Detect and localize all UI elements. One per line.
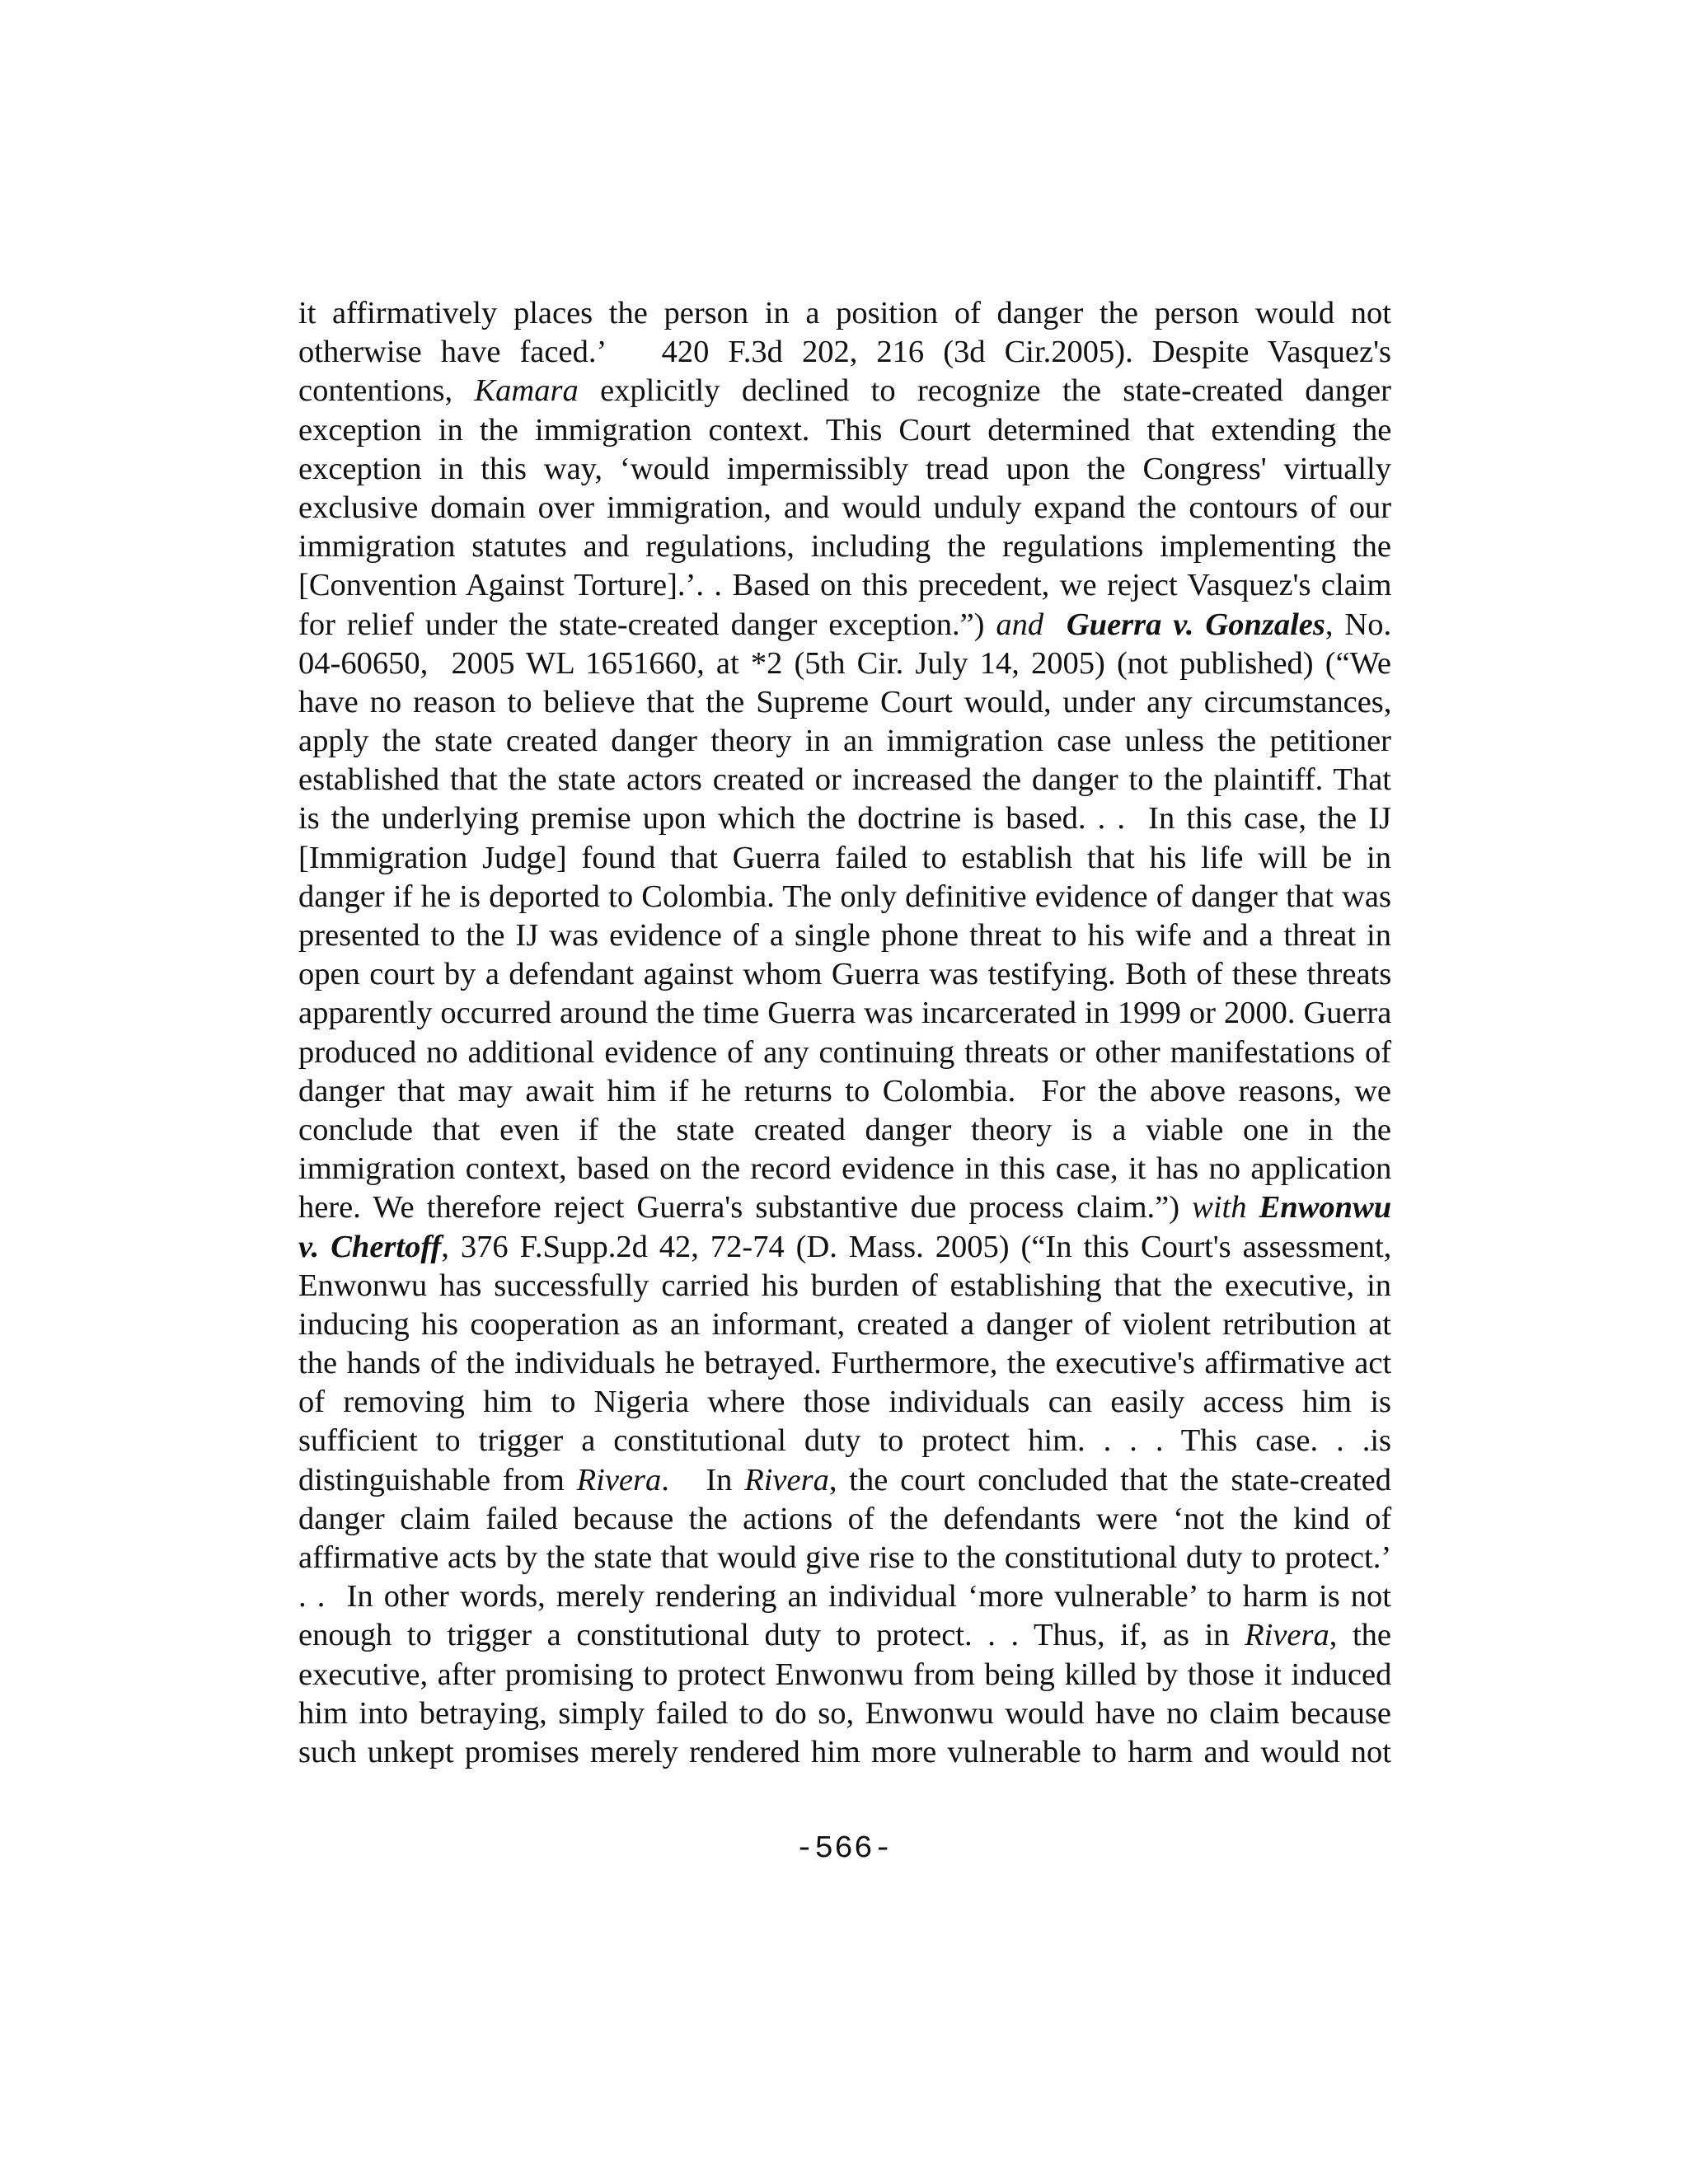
text-run: Enwonwu has successfully carried his burden of establishing that the executive, in — [298, 1268, 1392, 1303]
text-line — [298, 1422, 1391, 1460]
text-line — [298, 1694, 1391, 1733]
text-run: immigration context, based on the record evidence in this case, it has no application — [298, 1151, 1392, 1187]
body-text — [298, 294, 1391, 1772]
text-run: have no reason to believe that the Supreme Court would, under any circumstances, — [298, 684, 1392, 719]
text-line — [298, 644, 1391, 683]
text-run: , the — [1329, 1618, 1392, 1653]
case-name: v. Chertoff — [298, 1229, 442, 1264]
page-number: -566- — [795, 1831, 893, 1867]
text-run: otherwise have faced.’ 420 F.3d 202, 216 (3d Cir.2005). Despite Vasquez's — [298, 335, 1391, 370]
text-run: . In — [661, 1462, 745, 1497]
text-run: for relief under the state-created danger exception.”) — [298, 607, 996, 642]
text-line — [298, 527, 1391, 566]
text-line — [298, 955, 1391, 994]
text-run: is the underlying premise upon which the doctrine is based. . . In this case, the IJ — [298, 801, 1391, 837]
text-run: , No. — [1325, 607, 1392, 642]
text-run — [1247, 1190, 1259, 1225]
text-run: exclusive domain over immigration, and would unduly expand the contours of our — [298, 490, 1392, 525]
text-run: him into betraying, simply failed to do so, Enwonwu would have no claim because — [298, 1695, 1391, 1731]
text-line — [298, 489, 1391, 527]
text-run: affirmative acts by the state that would give rise to the constitutional duty to protect.’ — [298, 1540, 1392, 1575]
text-run: it affirmatively places the person in a position of danger the person would not — [298, 296, 1391, 330]
text-run: danger that may await him if he returns to Colombia. For the above reasons, we — [298, 1073, 1392, 1108]
text-line — [298, 1033, 1391, 1072]
text-line — [298, 606, 1391, 644]
text-run: [Convention Against Torture].’. . Based on this precedent, we reject Vasquez's claim — [298, 568, 1392, 603]
text-run: produced no additional evidence of any continuing threats or other manifestations of — [298, 1034, 1392, 1070]
text-run: distinguishable from — [298, 1462, 577, 1497]
text-run: , the court concluded that the state-created — [828, 1462, 1391, 1497]
text-line — [298, 450, 1391, 489]
italic-text: and — [996, 607, 1044, 642]
text-line — [298, 1111, 1391, 1150]
text-run — [1043, 607, 1067, 642]
text-line — [298, 1267, 1391, 1305]
text-line — [298, 1072, 1391, 1111]
text-run: the hands of the individuals he betrayed. Furthermore, the executive's affirmative act — [298, 1346, 1392, 1381]
text-line — [298, 916, 1391, 955]
text-line — [298, 1616, 1391, 1655]
text-line — [298, 372, 1391, 410]
italic-text: with — [1192, 1190, 1247, 1226]
text-line — [298, 566, 1391, 605]
text-line — [298, 1150, 1391, 1188]
text-run: explicitly declined to recognize the state-created danger — [578, 373, 1392, 409]
text-run: conclude that even if the state created danger theory is a viable one in the — [298, 1112, 1391, 1147]
text-run: here. We therefore reject Guerra's substantive due process claim.”) — [298, 1190, 1193, 1226]
italic-text: Kamara — [474, 373, 579, 409]
italic-text: Rivera — [1245, 1618, 1329, 1653]
text-line — [298, 1539, 1391, 1577]
text-run: 04-60650, 2005 WL 1651660, at *2 (5th Cir. July 14, 2005) (not published) (“We — [298, 645, 1391, 681]
text-line — [298, 1188, 1391, 1227]
text-line — [298, 294, 1391, 333]
text-line — [298, 1500, 1391, 1539]
case-name: Guerra v. Gonzales — [1066, 607, 1325, 642]
text-line — [298, 1305, 1391, 1344]
text-run: sufficient to trigger a constitutional duty to protect him. . . . This case. . .is — [298, 1423, 1391, 1459]
text-run: established that the state actors created or increased the danger to the plaintiff. That — [298, 762, 1391, 798]
text-line — [298, 683, 1391, 722]
text-run: . . In other words, merely rendering an individual ‘more vulnerable’ to harm is not — [298, 1579, 1391, 1615]
case-name: Enwonwu — [1259, 1190, 1392, 1226]
text-line — [298, 839, 1391, 878]
text-line — [298, 1461, 1391, 1500]
text-run: danger claim failed because the actions of the defendants were ‘not the kind of — [298, 1501, 1392, 1536]
text-line — [298, 878, 1391, 916]
text-run: immigration statutes and regulations, including the regulations implementing the — [298, 529, 1391, 565]
text-run: contentions, — [298, 373, 475, 409]
text-line — [298, 799, 1391, 838]
text-run: exception in this way, ‘would impermissibly tread upon the Congress' virtually — [298, 451, 1391, 486]
text-run: such unkept promises merely rendered him more vulnerable to harm and would not — [298, 1734, 1391, 1769]
text-line — [298, 761, 1391, 799]
text-run: inducing his cooperation as an informant, created a danger of violent retribution at — [298, 1306, 1391, 1342]
text-line — [298, 1383, 1391, 1422]
text-run: executive, after promising to protect Enwonwu from being killed by those it induced — [298, 1657, 1392, 1692]
text-line — [298, 411, 1391, 450]
text-line — [298, 722, 1391, 761]
text-run: open court by a defendant against whom Guerra was testifying. Both of these threats — [298, 957, 1392, 992]
italic-text: Rivera — [576, 1462, 662, 1497]
text-run: presented to the IJ was evidence of a single phone threat to his wife and a threat in — [298, 918, 1391, 953]
text-run: , 376 F.Supp.2d 42, 72-74 (D. Mass. 2005) (“In this Court's assessment, — [441, 1229, 1392, 1264]
text-run: exception in the immigration context. This Court determined that extending the — [298, 412, 1392, 448]
text-run: of removing him to Nigeria where those individuals can easily access him is — [298, 1385, 1391, 1420]
text-run: danger if he is deported to Colombia. The only definitive evidence of danger that was — [298, 879, 1391, 914]
text-line — [298, 1228, 1391, 1267]
text-line — [298, 1656, 1391, 1694]
text-run: [Immigration Judge] found that Guerra failed to establish that his life will be in — [298, 840, 1391, 875]
text-run: apply the state created danger theory in an immigration case unless the petitioner — [298, 724, 1391, 759]
italic-text: Rivera — [744, 1462, 829, 1497]
text-run: apparently occurred around the time Guerra was incarcerated in 1999 or 2000. Guerra — [298, 996, 1392, 1031]
text-line — [298, 994, 1391, 1033]
text-line — [298, 333, 1391, 372]
text-line — [298, 1344, 1391, 1383]
text-line — [298, 1577, 1391, 1616]
text-run: enough to trigger a constitutional duty to protect. . . Thus, if, as in — [298, 1618, 1245, 1653]
text-line — [298, 1733, 1391, 1772]
